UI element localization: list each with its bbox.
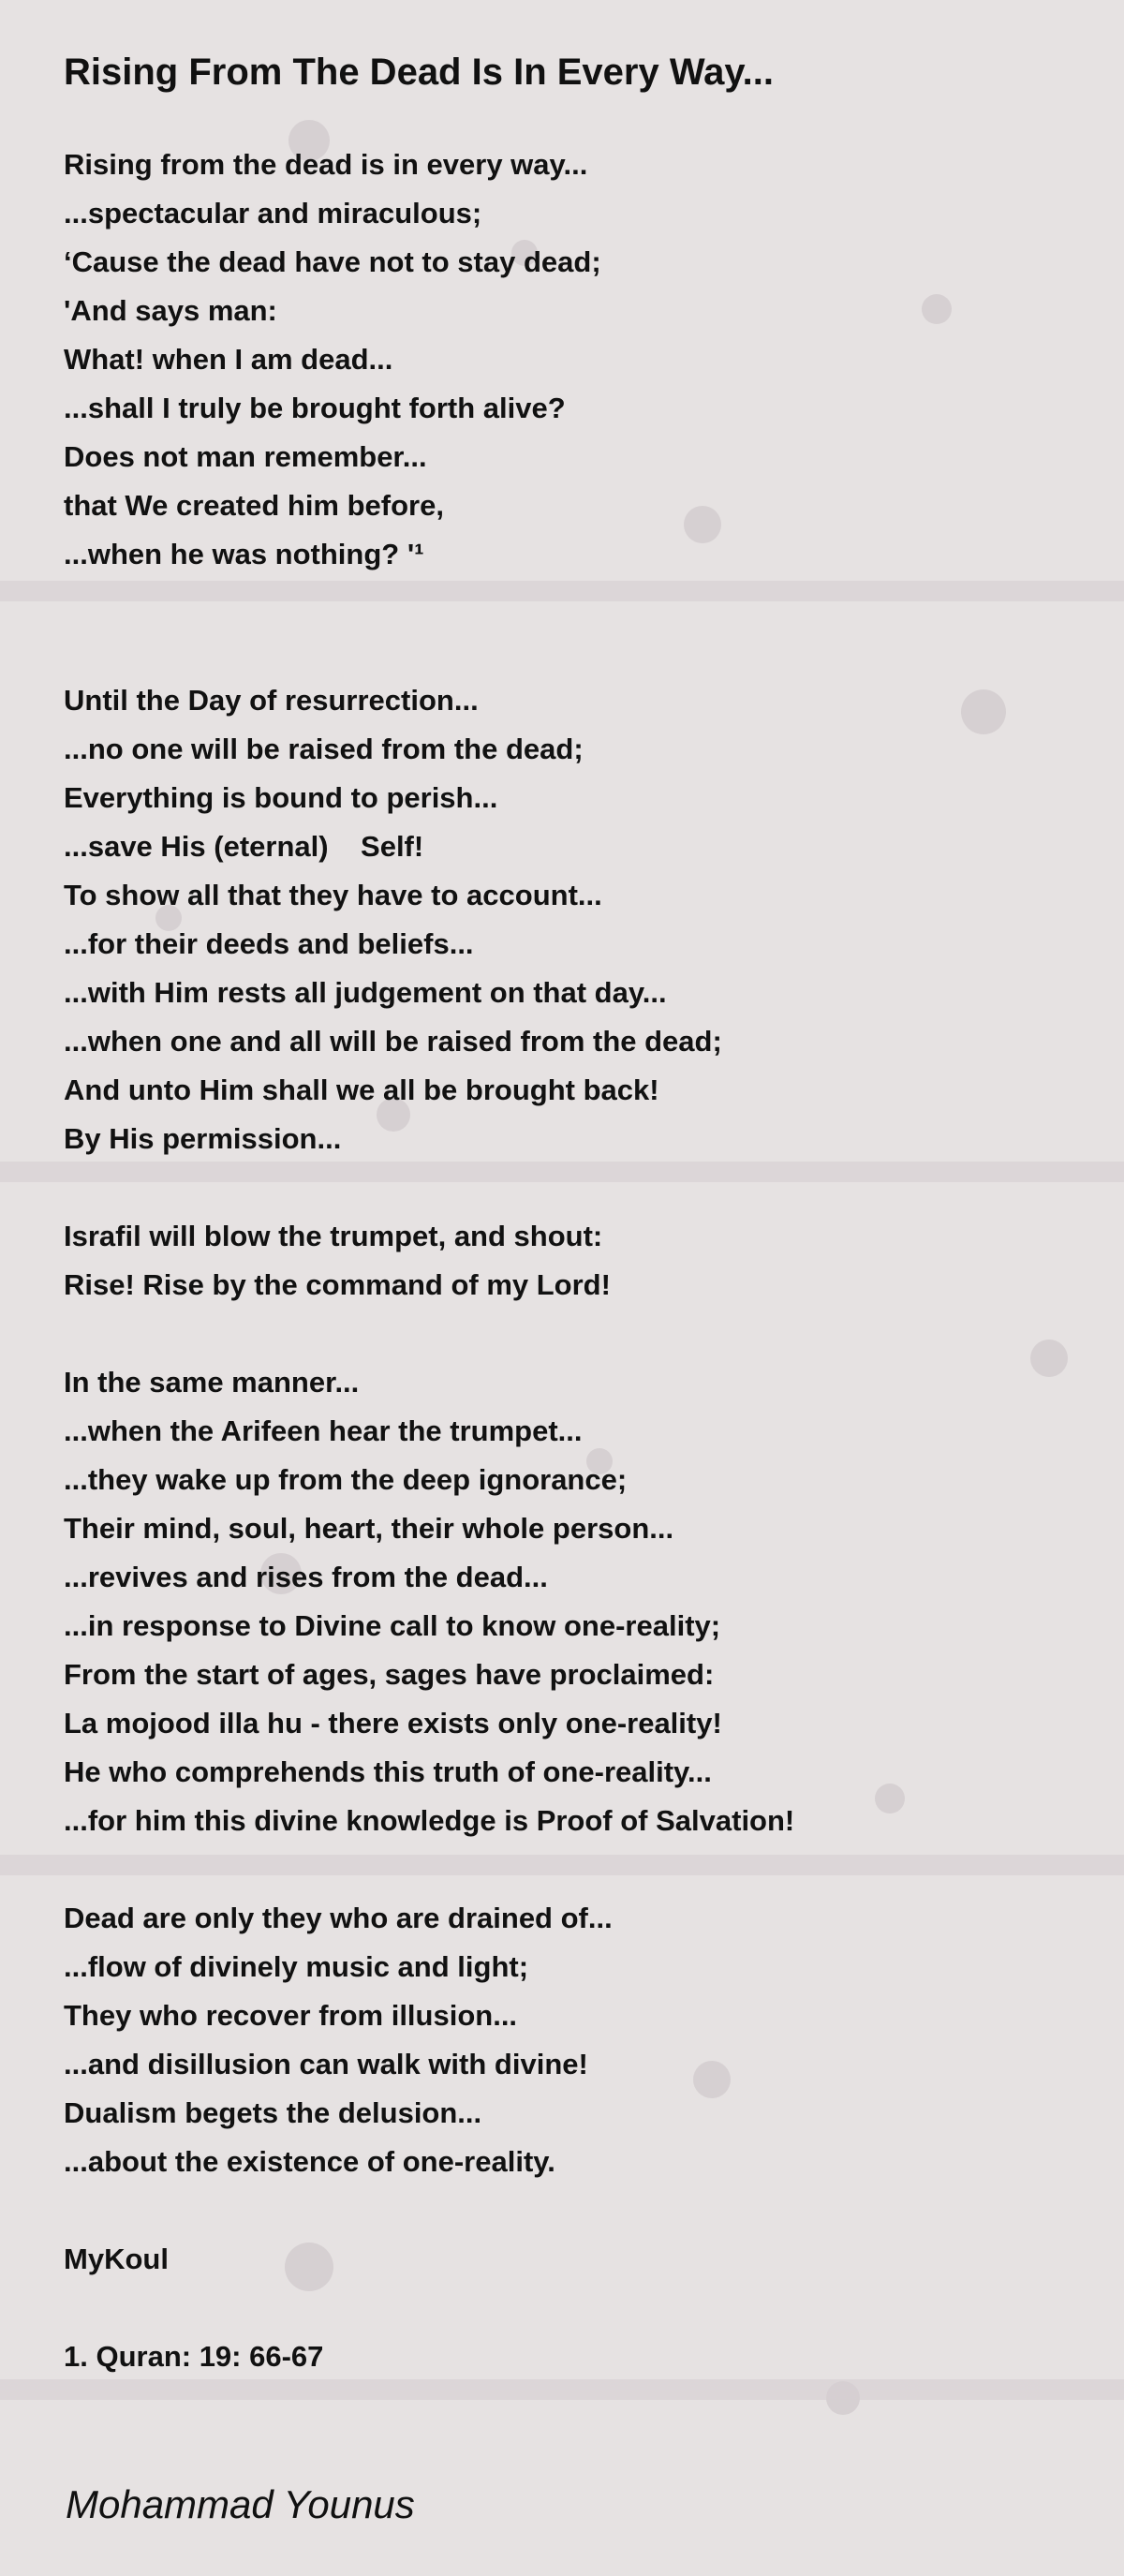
poem-line — [64, 2186, 794, 2235]
poem-line: Their mind, soul, heart, their whole person... — [64, 1512, 674, 1545]
poem-line: ...with Him rests all judgement on that day... — [64, 976, 667, 1009]
poem-line: ...no one will be raised from the dead; — [64, 733, 584, 765]
poem-line — [64, 579, 794, 628]
poem-line: Does not man remember... — [64, 440, 427, 473]
poem-line: ...they wake up from the deep ignorance; — [64, 1463, 628, 1496]
poem-line: ...when the Arifeen hear the trumpet... — [64, 1414, 583, 1447]
poem-line: ...shall I truly be brought forth alive? — [64, 392, 566, 424]
poem-body — [64, 141, 794, 2381]
poem-line: Rise! Rise by the command of my Lord! — [64, 1268, 611, 1301]
poem-line — [64, 628, 794, 676]
poem-line — [64, 1845, 794, 1894]
poem-line: What! when I am dead... — [64, 343, 393, 376]
poem-line: Everything is bound to perish... — [64, 781, 498, 814]
poem-line: MyKoul — [64, 2243, 169, 2275]
poem-line: ...about the existence of one-reality. — [64, 2145, 555, 2178]
poem-author: Mohammad Younus — [66, 2482, 415, 2526]
poem-line: ...for him this divine knowledge is Proof of Salvation! — [64, 1804, 795, 1837]
poem-line — [64, 1163, 794, 1212]
poem-line: ...in response to Divine call to know one-reality; — [64, 1609, 721, 1642]
poem-line: 'And says man: — [64, 294, 277, 327]
poem-line: 1. Quran: 19: 66-67 — [64, 2340, 324, 2373]
poem-line: ...for their deeds and beliefs... — [64, 927, 474, 960]
poem-line: Dead are only they who are drained of... — [64, 1902, 613, 1934]
poem-line — [64, 2284, 794, 2332]
poem-title: Rising From The Dead Is In Every Way... — [64, 52, 774, 93]
poem-line: Rising from the dead is in every way... — [64, 148, 588, 181]
poem-line: From the start of ages, sages have proclaimed: — [64, 1658, 715, 1691]
poem-line: To show all that they have to account... — [64, 879, 602, 911]
poem-line — [64, 1310, 794, 1358]
poem-line: ...and disillusion can walk with divine! — [64, 2048, 588, 2080]
poem-line: that We created him before, — [64, 489, 444, 522]
poem-line: Until the Day of resurrection... — [64, 684, 479, 717]
poem-line: And unto Him shall we all be brought back! — [64, 1073, 659, 1106]
poem-line: ...when one and all will be raised from the dead; — [64, 1025, 722, 1058]
poem-line: He who comprehends this truth of one-reality... — [64, 1755, 712, 1788]
poem-line: La mojood illa hu - there exists only one-reality! — [64, 1707, 722, 1740]
poem-line: By His permission... — [64, 1122, 342, 1155]
poem-line: Dualism begets the delusion... — [64, 2096, 482, 2129]
poem-line: Israfil will blow the trumpet, and shout: — [64, 1220, 603, 1252]
poem-line: ...spectacular and miraculous; — [64, 197, 482, 229]
poem-line: ‘Cause the dead have not to stay dead; — [64, 245, 601, 278]
poem-line: ...revives and rises from the dead... — [64, 1561, 548, 1593]
poem-line: ...save His (eternal) Self! — [64, 830, 424, 863]
poem-line: In the same manner... — [64, 1366, 360, 1399]
poem-line: ...when he was nothing? '¹ — [64, 538, 424, 570]
poem-line: ...flow of divinely music and light; — [64, 1950, 529, 1983]
poem-line: They who recover from illusion... — [64, 1999, 518, 2032]
